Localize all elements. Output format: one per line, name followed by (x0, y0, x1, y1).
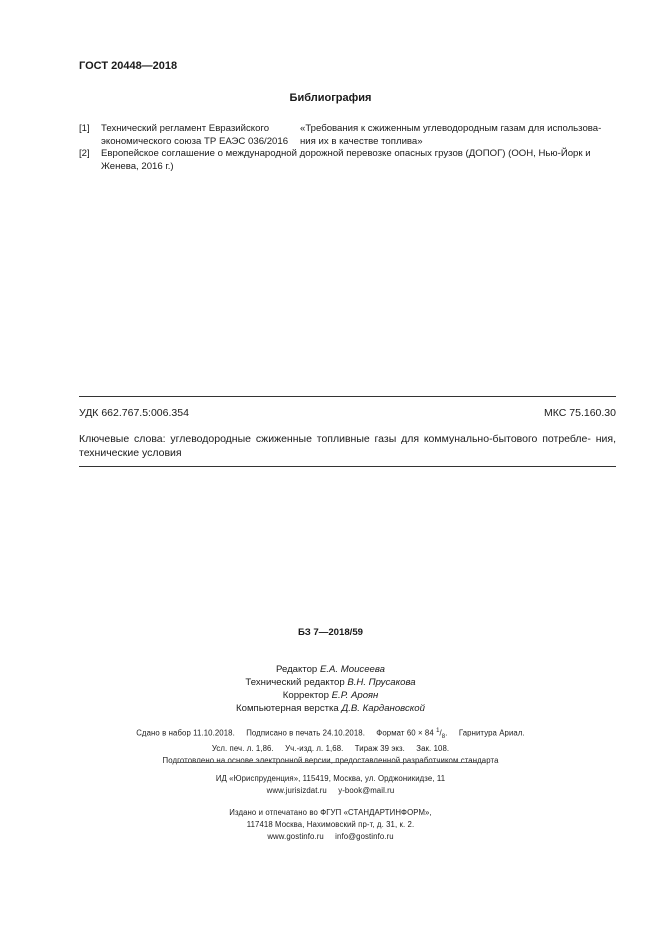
item-source: Технический регламент Евразийского экономического союза ТР ЕАЭС 036/2016 (101, 123, 289, 147)
item-number: [2] (79, 148, 90, 159)
credit-corrector: Корректор Е.Р. Ароян (282, 690, 379, 701)
divider-bottom (79, 466, 616, 467)
credit-editor: Редактор Е.А. Моисеева (275, 664, 386, 675)
credits (0, 663, 661, 715)
publisher-info: ИД «Юриспруденция», 115419, Москва, ул. Орджоникидзе, 11 www.jurisizdat.ru y-book@mail.ru (215, 774, 446, 795)
print-info: Сдано в набор 11.10.2018. Подписано в печать 24.10.2018. Формат 60 × 84 $^1/_8$. Гарнитура Ариал. Усл. печ. л. 1,86. Уч.-изд. л. 1,68. Тираж 39 экз. Зак. 108. Подготовлено на основе электронной версии, предоставленной разработчиком стандарта (136, 728, 525, 766)
divider-top (79, 396, 616, 397)
bibliography-item-2 (0, 147, 661, 175)
mks-code: МКС 75.160.30 (544, 407, 616, 419)
bz-number: БЗ 7—2018/59 (297, 627, 364, 638)
udk-code: УДК 662.767.5:006.354 (79, 407, 189, 419)
item-text: Европейское соглашение о международной дорожной перевозке опасных грузов (ДОПОГ) (ООН, Нью-Йорк и Женева, 2016 г.) (101, 148, 591, 172)
bibliography-item-1 (0, 122, 661, 150)
credit-tech-editor: Технический редактор В.Н. Прусакова (245, 677, 416, 688)
keywords: Ключевые слова: углеводородные сжиженные топливные газы для коммунально-бытового потребле- ния, технические условия (79, 433, 616, 459)
printer-info: Издано и отпечатано во ФГУП «СТАНДАРТИНФОРМ», 117418 Москва, Нахимовский пр-т, д. 31, к. 2. www.gostinfo.ru info@gostinfo.ru (229, 808, 432, 841)
item-title: «Требования к сжиженным углеводородным газам для использова- ния их в качестве топлива» (300, 123, 602, 147)
bibliography-title: Библиография (289, 92, 372, 104)
standard-code: ГОСТ 20448—2018 (79, 60, 178, 72)
item-number: [1] (79, 123, 90, 134)
divider-print (176, 762, 486, 763)
credit-layout: Компьютерная верстка Д.В. Кардановской (236, 703, 425, 714)
